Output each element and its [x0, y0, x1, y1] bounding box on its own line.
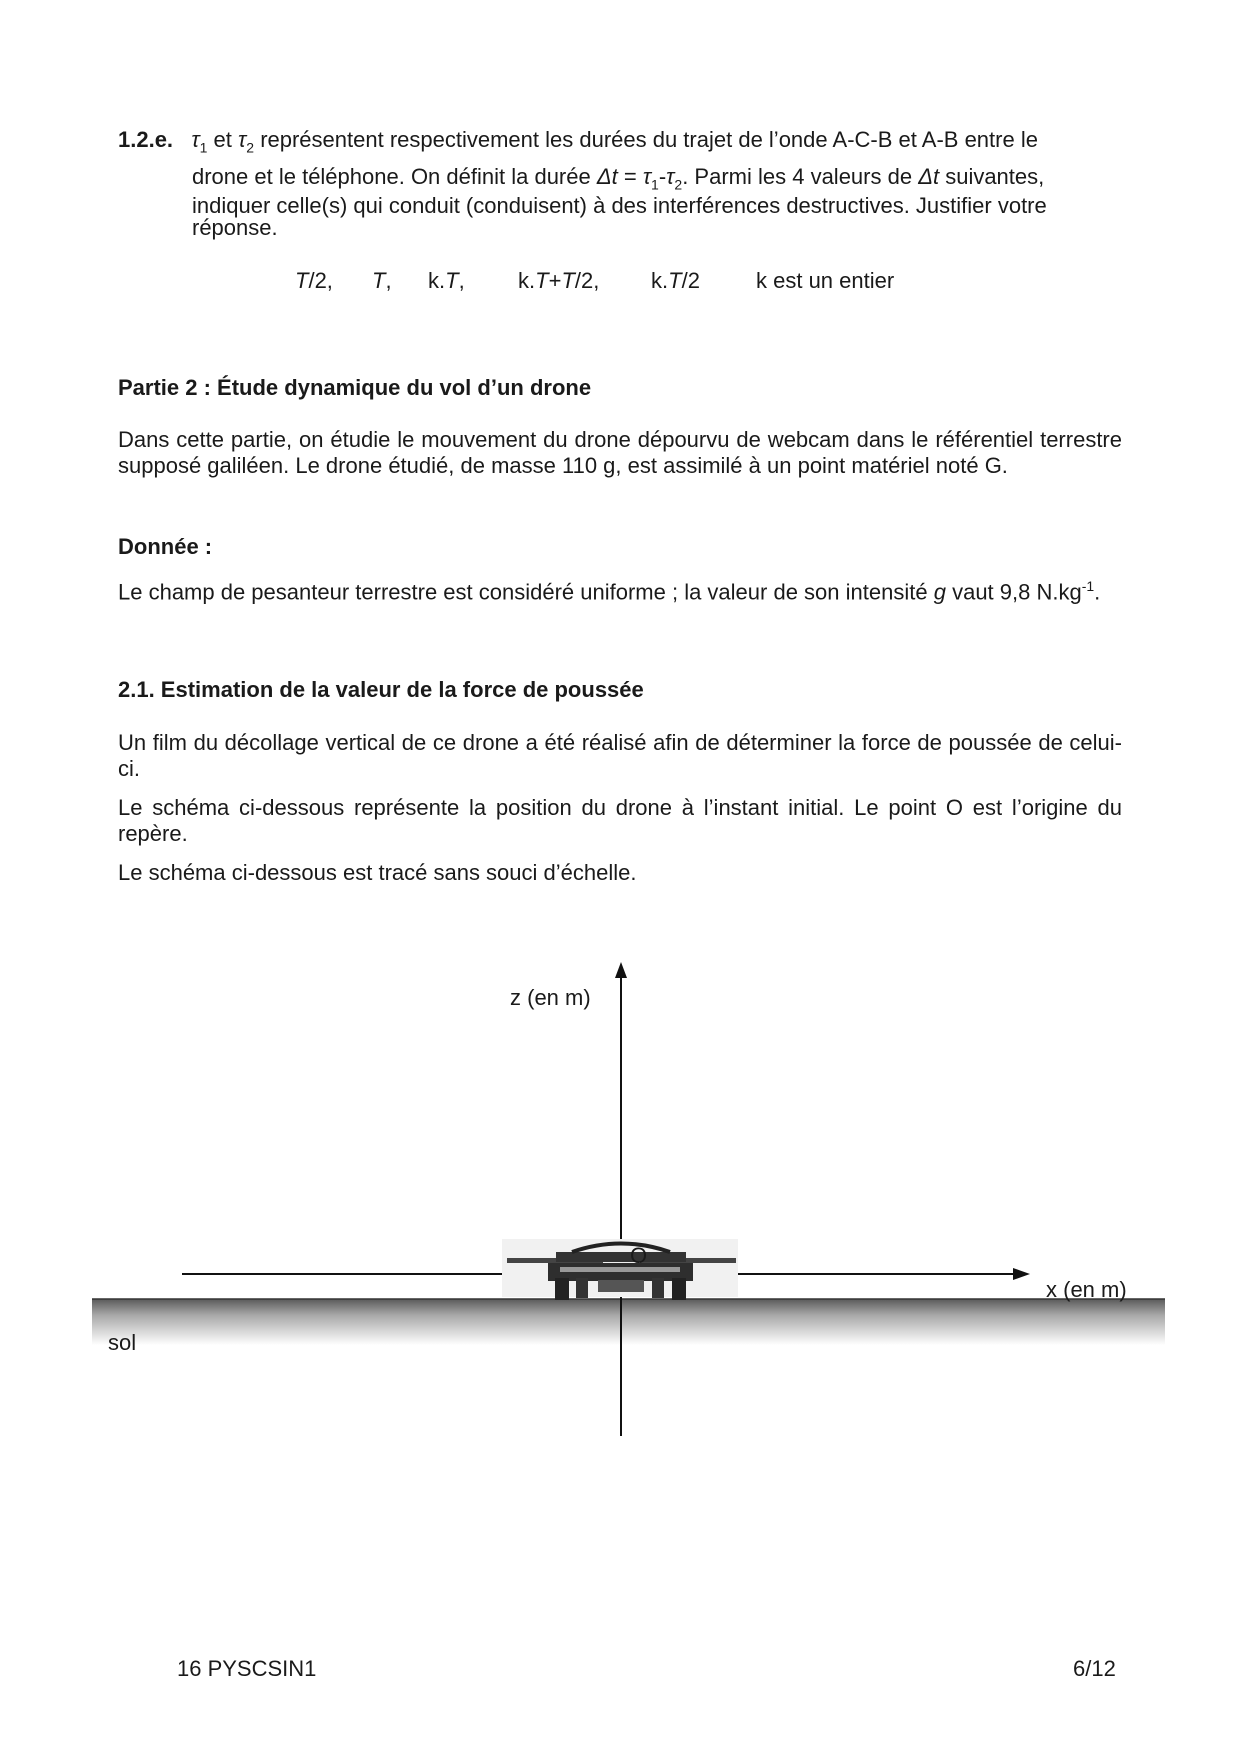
- page-number: 6/12: [1073, 1656, 1116, 1681]
- choice-2: T,: [372, 268, 392, 293]
- footer-code: 16 PYSCSIN1: [177, 1656, 317, 1681]
- ground-label: sol: [108, 1330, 137, 1355]
- drone-icon: [502, 1239, 738, 1300]
- drone-diagram: [0, 960, 1240, 1460]
- question-1-2-e-body: drone et le téléphone. On définit la durée $\Delta t = \tau_1-\tau_2$. Parmi les 4 valeurs de Δt suivantes, indiquer celle(s) qui conduit (conduisent) à des interférences destructives. Justifier votre réponse.: [192, 164, 1047, 241]
- question-1-2-e-line1: 1.2.e. $\tau_1$ et $\tau_2$ représentent respectivement les durées du trajet de l’onde A-C-B et A-B entre le: [118, 127, 1038, 156]
- ground-surface: [92, 1299, 1165, 1345]
- choice-3: k.T,: [428, 268, 465, 293]
- donnee-title: Donnée :: [118, 534, 213, 559]
- z-axis-arrow: [615, 962, 627, 978]
- section-2-1-p1: Un film du décollage vertical de ce drone a été réalisé afin de déterminer la force de poussée de celui-ci.: [118, 730, 1122, 781]
- choices-note: k est un entier: [756, 268, 895, 293]
- choice-1: T/2,: [295, 268, 333, 293]
- choice-4: k.T+T/2,: [518, 268, 600, 293]
- section-2-1-p2: Le schéma ci-dessous représente la position du drone à l’instant initial. Le point O est l’origine du repère.: [118, 795, 1122, 846]
- section-2-1-p3: Le schéma ci-dessous est tracé sans souci d’échelle.: [118, 860, 637, 885]
- origin-label: O: [630, 1243, 648, 1268]
- section-2-1-title: 2.1. Estimation de la valeur de la force de poussée: [118, 677, 644, 702]
- partie-2-title: Partie 2 : Étude dynamique du vol d’un drone: [118, 375, 592, 400]
- choice-5: k.T/2: [651, 268, 700, 293]
- z-axis-label: z (en m): [510, 985, 591, 1010]
- question-number: 1.2.e.: [118, 127, 174, 152]
- x-axis-arrow: [1013, 1268, 1030, 1280]
- partie-2-intro: Dans cette partie, on étudie le mouvement du drone dépourvu de webcam dans le référentiel terrestre supposé galiléen. Le drone étudié, de masse 110 g, est assimilé à un point matériel noté G.: [118, 427, 1122, 478]
- donnee-text: Le champ de pesanteur terrestre est considéré uniforme ; la valeur de son intensité g vaut 9,8 $N.kg^{-1}$.: [118, 578, 1101, 605]
- x-axis-label: x (en m): [1046, 1277, 1127, 1302]
